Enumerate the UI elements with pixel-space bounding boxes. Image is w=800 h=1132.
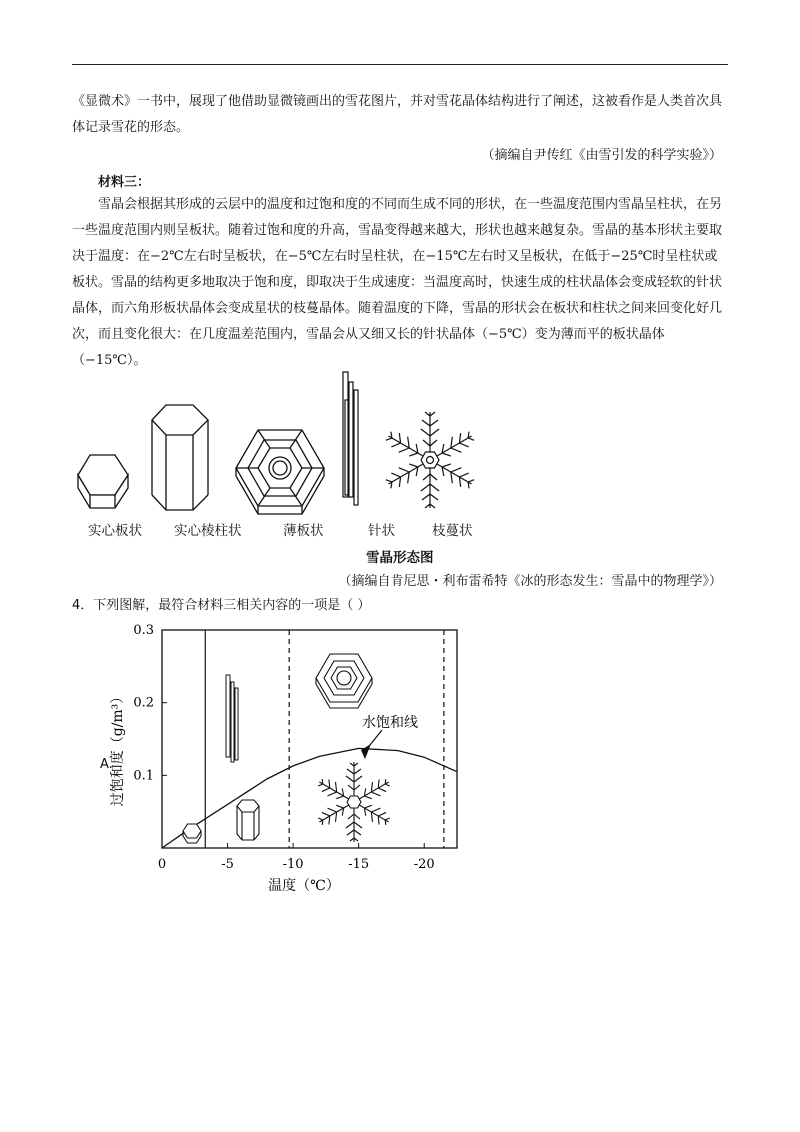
chart-dendrite-icon bbox=[315, 762, 392, 842]
label-needle: 针状 bbox=[368, 523, 395, 539]
label-solid-prism: 实心棱柱状 bbox=[174, 523, 242, 539]
chart-thin-plate-icon bbox=[316, 654, 372, 708]
x-tick-label: -10 bbox=[282, 857, 304, 872]
source-citation-1: （摘编自尹传红《由雪引发的科学实验》） bbox=[481, 148, 722, 163]
label-dendrite: 枝蔓状 bbox=[432, 523, 473, 539]
paragraph-1: 《显微术》一书中，展现了他借助显微镜画出的雪花图片，并对雪花晶体结构进行了阐述，这被看作是人类首次具体记录雪花的形态。 bbox=[72, 94, 723, 135]
chart-needle-icon bbox=[226, 675, 238, 762]
label-solid-plate: 实心板状 bbox=[88, 523, 142, 539]
solid-prism-crystal bbox=[152, 405, 208, 510]
dendrite-core bbox=[347, 796, 361, 808]
crystal-figure bbox=[0, 360, 800, 540]
question-4: 4．下列图解，最符合材料三相关内容的一项是（ ） bbox=[72, 598, 371, 613]
label-thin-plate: 薄板状 bbox=[283, 523, 324, 539]
x-tick-label: -15 bbox=[348, 857, 370, 872]
plot-frame bbox=[162, 630, 457, 848]
y-tick-label: 0.3 bbox=[133, 623, 154, 638]
x-tick-label: -20 bbox=[413, 857, 435, 872]
x-tick-label: -5 bbox=[221, 857, 234, 872]
paragraph-2: 雪晶会根据其形成的云层中的温度和过饱和度的不同而生成不同的形状，在一些温度范围内雪晶呈柱状，在另一些温度范围内则呈板状。随着过饱和度的升高，雪晶变得越来越大，形状也越来越复杂。雪晶的基本形状主要取决于温度：在−2℃左右时呈板状，在−5℃左右时呈柱状，在−15℃左右时又呈板状，在低于−25℃时呈柱状或板状。雪晶的结构更多地取决于饱和度，即取决于生成速度：当温度高时，快速生成的柱状晶体会变成轻软的针状晶体，而六角形板状晶体会变成星状的枝蔓晶体。随着温度的下降，雪晶的形状会在板状和柱状之间来回变化好几次，而且变化很大：在几度温差范围内，雪晶会从又细又长的针状晶体（−5℃）变为薄而平的板状晶体（−15℃）。 bbox=[72, 197, 723, 368]
x-tick-label: 0 bbox=[157, 857, 167, 872]
dendrite-crystal bbox=[384, 412, 476, 508]
y-tick-label: 0.2 bbox=[133, 695, 154, 711]
axis-ticks bbox=[133, 623, 434, 872]
chart-solid-plate-icon bbox=[183, 824, 201, 843]
x-axis-label: 温度（℃） bbox=[268, 878, 340, 894]
water-saturation-line bbox=[162, 748, 457, 848]
y-tick-label: 0.1 bbox=[133, 768, 154, 784]
y-axis-label: 过饱和度（g/m³） bbox=[110, 689, 126, 807]
annotation-arrow bbox=[366, 730, 382, 750]
needle-crystal bbox=[343, 372, 358, 505]
figure-title: 雪晶形态图 bbox=[366, 550, 434, 566]
chart-prism-icon bbox=[237, 800, 259, 840]
saturation-line-annotation: 水饱和线 bbox=[362, 715, 418, 731]
solid-plate-crystal bbox=[78, 455, 128, 508]
option-a-label: A. bbox=[100, 757, 113, 772]
option-a-chart bbox=[100, 620, 480, 910]
top-rule bbox=[72, 64, 728, 65]
source-citation-2: （摘编自肯尼思・利布雷希特《冰的形态发生：雪晶中的物理学》） bbox=[338, 574, 722, 589]
material3-heading-text: 材料三： bbox=[98, 175, 151, 190]
thin-plate-crystal bbox=[236, 430, 324, 514]
